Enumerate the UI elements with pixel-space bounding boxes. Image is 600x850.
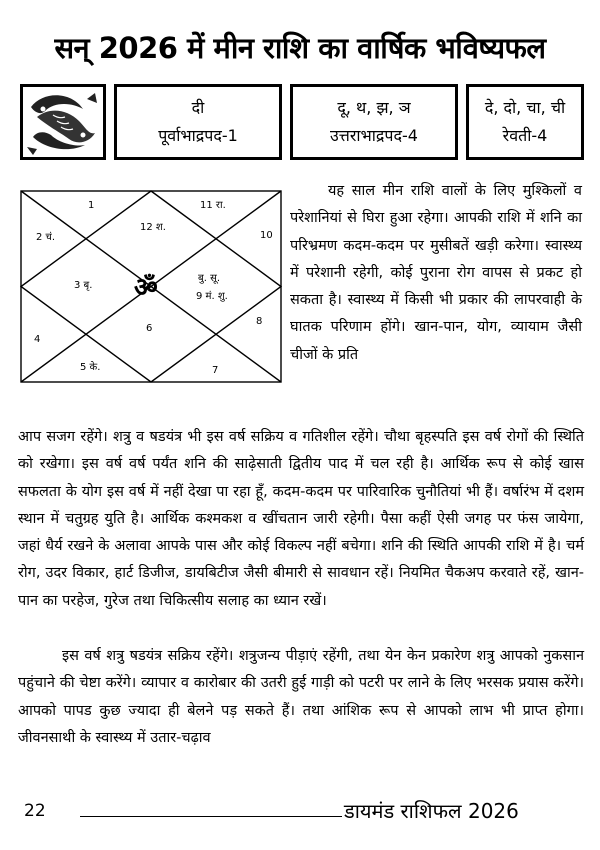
horoscope-chart <box>20 190 282 383</box>
nakshatra-letters: दू, थ, झ, ञ <box>337 98 411 117</box>
nakshatra-box-uttarabhadrapada <box>290 84 458 160</box>
house-10-label: 10 <box>260 230 273 241</box>
house-4-label: 4 <box>34 334 41 345</box>
nakshatra-letters: दी <box>191 98 205 117</box>
nakshatra-name: उत्तराभाद्रपद-4 <box>330 126 418 145</box>
nakshatra-box-revati <box>466 84 584 160</box>
om-symbol: ॐ <box>134 273 158 303</box>
house-2-label: 2 चं. <box>36 232 56 243</box>
footer-brand: डायमंड राशिफल 2026 <box>344 799 519 823</box>
nakshatra-name: रेवती-4 <box>502 126 548 145</box>
house-3-label: 3 बृ. <box>74 280 93 291</box>
house-12-label: 12 श. <box>140 222 166 233</box>
nakshatra-letters: दे, दो, चा, ची <box>484 98 566 117</box>
page-number: 22 <box>24 801 46 821</box>
paragraph-1-continued: आप सजग रहेंगे। शत्रु व षडयंत्र भी इस वर्ष सक्रिय व गतिशील रहेंगे। चौथा बृहस्पति इस वर्ष रोगों की स्थिति को रखेगा। इस वर्ष वर्ष पर्यंत शनि की साढ़ेसाती द्वितीय पाद में चल रही है। आर्थिक रूप से कोई खास सफलता के योग इस वर्ष में नहीं देखा पा रहा हूँ, कदम-कदम पर पारिवारिक चुनौतियां भी हैं। वर्षारंभ में दशम स्थान में चतुग्रह युति है। आर्थिक कश्मकश व खींचतान जारी रहेगी। पैसा कहीं ऐसी जगह पर फंस जायेगा, जहां धैर्य रखने के अलावा आपके पास और कोई विकल्प नहीं बचेगा। शनि की स्थिति आपकी राशि में है। चर्म रोग, उदर विकार, हार्ट डिजीज, डायबिटीज जैसी बीमारी से सावधान रहें। नियमित चैकअप करवाते रहें, खान-पान का परहेज, गुरेज तथा चिकित्सीय सलाह का ध्यान रखें। <box>18 429 584 609</box>
house-9-label-bottom: 9 मं. शु. <box>196 291 228 302</box>
nakshatra-name: पूर्वाभाद्रपद-1 <box>158 126 238 145</box>
paragraph-1-intro: यह साल मीन राशि वालों के लिए मुश्किलों व परेशानियां से घिरा हुआ रहेगा। आपकी राशि में शनि का परिभ्रमण कदम-कदम पर मुसीबतें खड़ी करेगा। स्वास्थ्य में परेशानी रहेगी, कोई पुराना रोग वापस से प्रकट हो सकता है। स्वास्थ्य में किसी भी प्रकार की लापरवाही के घातक परिणाम होंगे। खान-पान, योग, व्यायाम जैसी चीजों के प्रति <box>290 183 582 363</box>
pisces-fish-icon <box>20 84 106 160</box>
house-6-label: 6 <box>146 323 153 334</box>
page-title: सन् 2026 में मीन राशि का वार्षिक भविष्यफल <box>54 31 546 65</box>
house-5-label: 5 के. <box>80 362 101 373</box>
footer-rule <box>80 816 342 817</box>
paragraph-2: इस वर्ष शत्रु षडयंत्र सक्रिय रहेंगे। शत्रुजन्य पीड़ाएं रहेंगी, तथा येन केन प्रकारेण शत्रु आपको नुकसान पहुंचाने की चेष्टा करेंगे। व्यापार व कारोबार की उतरी हुई गाड़ी को पटरी पर लाने के लिए भरसक प्रयास करेंगे। आपको पापड कुछ ज्यादा ही बेलने पड़ सकते हैं। तथा आंशिक रूप से आपको लाभ भी प्राप्त होगा। जीवनसाथी के स्वास्थ्य में उतार-चढ़ाव <box>18 648 584 746</box>
house-8-label: 8 <box>256 316 263 327</box>
house-9-label-top: बु. सू. <box>198 273 221 284</box>
house-11-label: 11 रा. <box>200 200 226 211</box>
house-7-label: 7 <box>212 365 219 376</box>
nakshatra-box-purvabhadrapada <box>114 84 282 160</box>
house-1-label: 1 <box>88 200 95 211</box>
